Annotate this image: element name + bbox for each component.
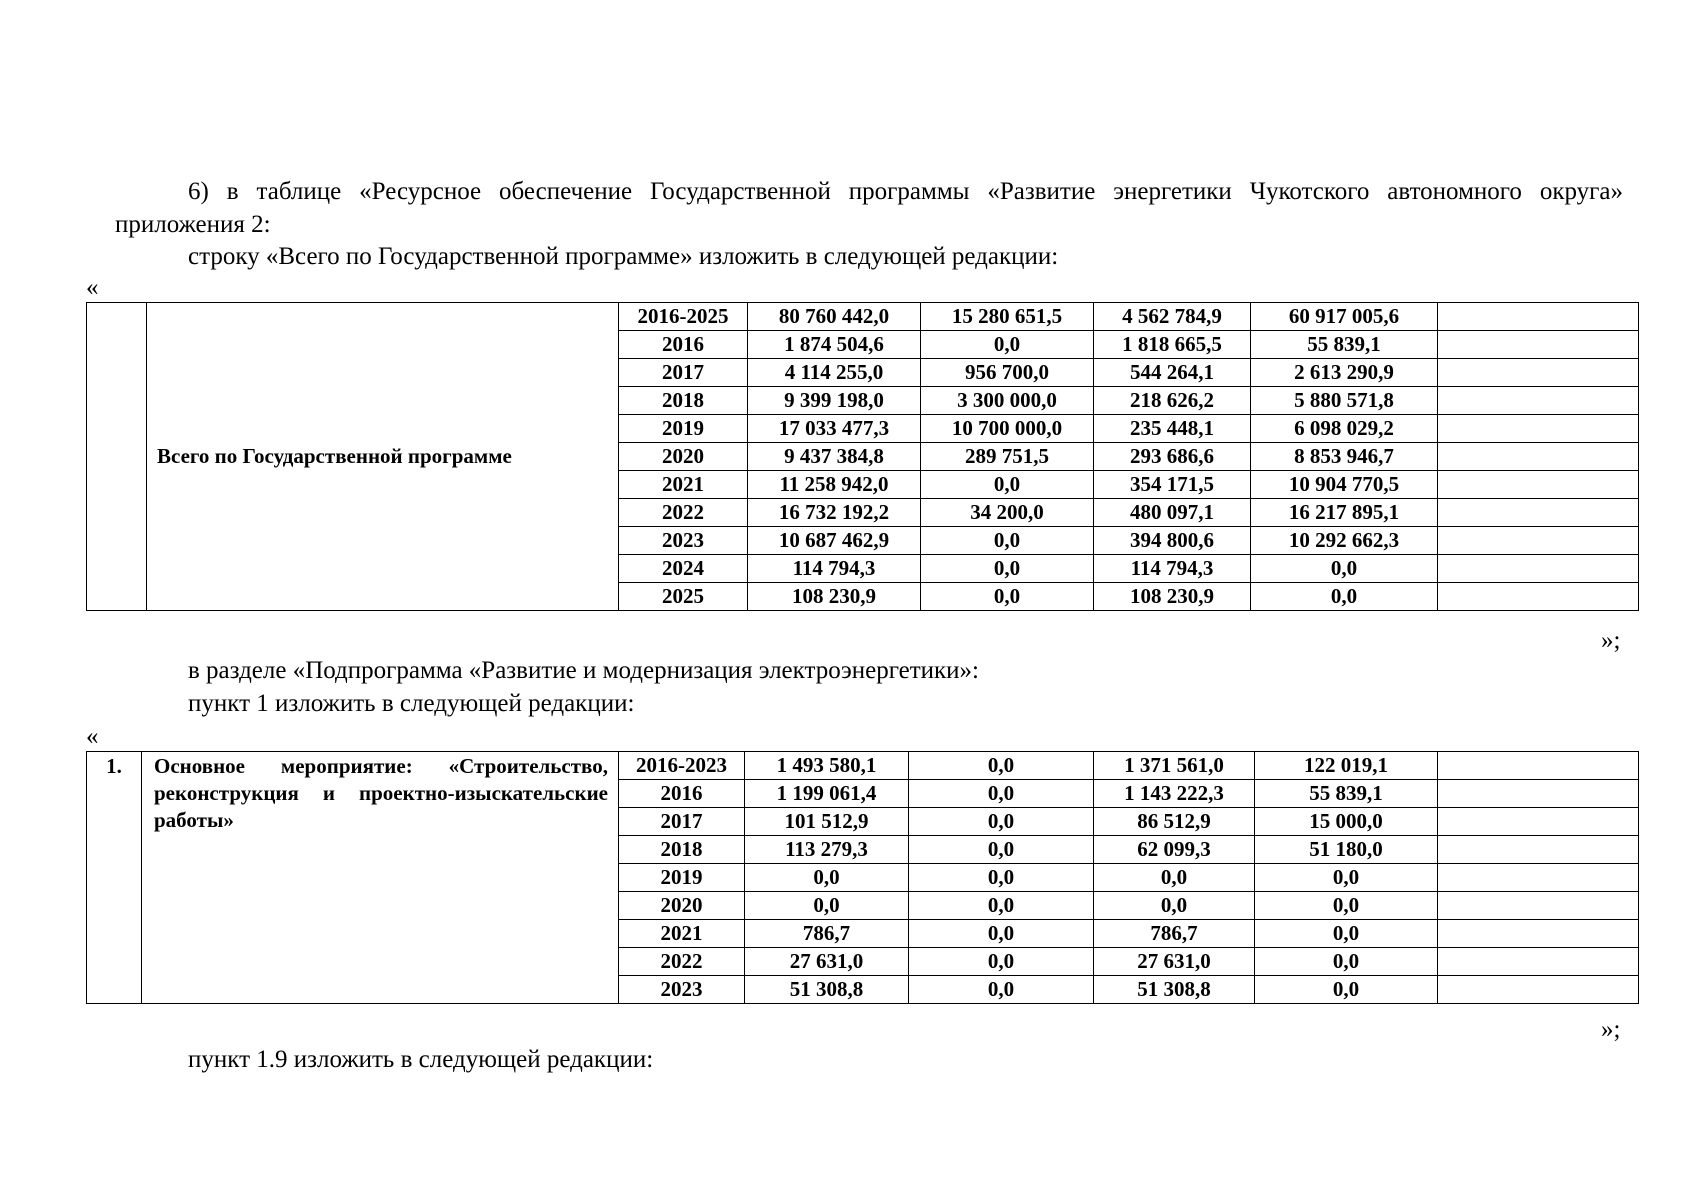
paragraph-item-6: 6) в таблице «Ресурсное обеспечение Государственной программы «Развитие энергетики Чукотского автономного округа» приложения 2: — [115, 178, 1623, 238]
period-cell: 2021 — [619, 920, 745, 948]
regional-budget-cell: 4 562 784,9 — [1094, 303, 1251, 331]
other-sources-cell: 0,0 — [1255, 976, 1438, 1004]
empty-cell — [1438, 892, 1639, 920]
regional-budget-cell: 1 818 665,5 — [1094, 331, 1251, 359]
other-sources-cell: 55 839,1 — [1255, 780, 1438, 808]
other-sources-cell: 51 180,0 — [1255, 836, 1438, 864]
subprogram-section-text: в разделе «Подпрограмма «Развитие и модернизация электроэнергетики»: — [188, 657, 980, 684]
total-cell: 0,0 — [745, 864, 909, 892]
federal-budget-cell: 0,0 — [909, 752, 1094, 780]
other-sources-cell: 10 904 770,5 — [1251, 471, 1438, 499]
close-quote-1: »; — [1601, 627, 1621, 654]
other-sources-cell: 15 000,0 — [1255, 808, 1438, 836]
empty-cell — [1438, 836, 1639, 864]
regional-budget-cell: 218 626,2 — [1094, 387, 1251, 415]
period-cell: 2019 — [619, 864, 745, 892]
period-cell: 2016-2023 — [619, 752, 745, 780]
other-sources-cell: 0,0 — [1255, 920, 1438, 948]
total-cell: 80 760 442,0 — [748, 303, 921, 331]
other-sources-cell: 0,0 — [1255, 892, 1438, 920]
total-cell: 1 493 580,1 — [745, 752, 909, 780]
empty-cell — [1438, 780, 1639, 808]
federal-budget-cell: 0,0 — [909, 948, 1094, 976]
federal-budget-cell: 0,0 — [921, 331, 1094, 359]
row-instruction: строку «Всего по Государственной программе» изложить в следующей редакции: — [188, 243, 1059, 270]
period-cell: 2025 — [619, 583, 748, 611]
regional-budget-cell: 293 686,6 — [1094, 443, 1251, 471]
total-cell: 1 874 504,6 — [748, 331, 921, 359]
period-cell: 2017 — [619, 808, 745, 836]
empty-cell — [1438, 387, 1639, 415]
total-cell: 101 512,9 — [745, 808, 909, 836]
point-1-9-instruction: пункт 1.9 изложить в следующей редакции: — [188, 1046, 654, 1073]
total-cell: 108 230,9 — [748, 583, 921, 611]
federal-budget-cell: 0,0 — [921, 527, 1094, 555]
other-sources-cell: 10 292 662,3 — [1251, 527, 1438, 555]
open-quote-1: « — [86, 274, 99, 301]
total-cell: 11 258 942,0 — [748, 471, 921, 499]
empty-cell — [1438, 359, 1639, 387]
empty-cell — [1438, 808, 1639, 836]
period-cell: 2016-2025 — [619, 303, 748, 331]
regional-budget-cell: 786,7 — [1094, 920, 1255, 948]
row-number-cell — [87, 303, 147, 611]
table-row — [87, 303, 1639, 331]
resource-table-measure-1 — [86, 751, 1639, 1004]
total-cell: 113 279,3 — [745, 836, 909, 864]
total-cell: 51 308,8 — [745, 976, 909, 1004]
empty-cell — [1438, 499, 1639, 527]
empty-cell — [1438, 976, 1639, 1004]
other-sources-cell: 0,0 — [1251, 555, 1438, 583]
federal-budget-cell: 3 300 000,0 — [921, 387, 1094, 415]
federal-budget-cell: 956 700,0 — [921, 359, 1094, 387]
federal-budget-cell: 0,0 — [921, 555, 1094, 583]
federal-budget-cell: 0,0 — [909, 892, 1094, 920]
period-cell: 2020 — [619, 892, 745, 920]
period-cell: 2021 — [619, 471, 748, 499]
period-cell: 2022 — [619, 948, 745, 976]
regional-budget-cell: 114 794,3 — [1094, 555, 1251, 583]
period-cell: 2019 — [619, 415, 748, 443]
total-cell: 16 732 192,2 — [748, 499, 921, 527]
other-sources-cell: 8 853 946,7 — [1251, 443, 1438, 471]
period-cell: 2020 — [619, 443, 748, 471]
regional-budget-cell: 1 143 222,3 — [1094, 780, 1255, 808]
empty-cell — [1438, 331, 1639, 359]
total-cell: 27 631,0 — [745, 948, 909, 976]
regional-budget-cell: 544 264,1 — [1094, 359, 1251, 387]
total-cell: 10 687 462,9 — [748, 527, 921, 555]
other-sources-cell: 0,0 — [1251, 583, 1438, 611]
empty-cell — [1438, 555, 1639, 583]
total-cell: 1 199 061,4 — [745, 780, 909, 808]
regional-budget-cell: 62 099,3 — [1094, 836, 1255, 864]
other-sources-cell: 5 880 571,8 — [1251, 387, 1438, 415]
regional-budget-cell: 480 097,1 — [1094, 499, 1251, 527]
empty-cell — [1438, 864, 1639, 892]
period-cell: 2024 — [619, 555, 748, 583]
row-label-cell: Всего по Государственной программе — [147, 303, 619, 611]
open-quote-2: « — [86, 723, 99, 750]
period-cell: 2016 — [619, 780, 745, 808]
regional-budget-cell: 1 371 561,0 — [1094, 752, 1255, 780]
regional-budget-cell: 51 308,8 — [1094, 976, 1255, 1004]
resource-table-total — [86, 302, 1639, 611]
federal-budget-cell: 0,0 — [909, 864, 1094, 892]
federal-budget-cell: 0,0 — [909, 808, 1094, 836]
federal-budget-cell: 0,0 — [909, 836, 1094, 864]
empty-cell — [1438, 471, 1639, 499]
empty-cell — [1438, 443, 1639, 471]
federal-budget-cell: 0,0 — [921, 583, 1094, 611]
total-cell: 17 033 477,3 — [748, 415, 921, 443]
close-quote-2: »; — [1601, 1016, 1621, 1043]
federal-budget-cell: 0,0 — [909, 976, 1094, 1004]
row-number-cell: 1. — [87, 752, 142, 1004]
other-sources-cell: 6 098 029,2 — [1251, 415, 1438, 443]
table-row — [87, 752, 1639, 780]
empty-cell — [1438, 583, 1639, 611]
period-cell: 2022 — [619, 499, 748, 527]
empty-cell — [1438, 303, 1639, 331]
empty-cell — [1438, 948, 1639, 976]
other-sources-cell: 0,0 — [1255, 864, 1438, 892]
period-cell: 2017 — [619, 359, 748, 387]
other-sources-cell: 122 019,1 — [1255, 752, 1438, 780]
period-cell: 2018 — [619, 387, 748, 415]
regional-budget-cell: 394 800,6 — [1094, 527, 1251, 555]
other-sources-cell: 60 917 005,6 — [1251, 303, 1438, 331]
row-label-cell: Основное мероприятие: «Строительство, реконструкция и проектно-изыскательские работы» — [142, 752, 619, 1004]
period-cell: 2023 — [619, 527, 748, 555]
empty-cell — [1438, 527, 1639, 555]
empty-cell — [1438, 752, 1639, 780]
period-cell: 2023 — [619, 976, 745, 1004]
total-cell: 4 114 255,0 — [748, 359, 921, 387]
regional-budget-cell: 354 171,5 — [1094, 471, 1251, 499]
federal-budget-cell: 34 200,0 — [921, 499, 1094, 527]
federal-budget-cell: 0,0 — [909, 920, 1094, 948]
federal-budget-cell: 15 280 651,5 — [921, 303, 1094, 331]
federal-budget-cell: 10 700 000,0 — [921, 415, 1094, 443]
total-cell: 786,7 — [745, 920, 909, 948]
regional-budget-cell: 108 230,9 — [1094, 583, 1251, 611]
federal-budget-cell: 0,0 — [909, 780, 1094, 808]
empty-cell — [1438, 920, 1639, 948]
federal-budget-cell: 289 751,5 — [921, 443, 1094, 471]
regional-budget-cell: 0,0 — [1094, 864, 1255, 892]
empty-cell — [1438, 415, 1639, 443]
other-sources-cell: 0,0 — [1255, 948, 1438, 976]
other-sources-cell: 55 839,1 — [1251, 331, 1438, 359]
period-cell: 2018 — [619, 836, 745, 864]
regional-budget-cell: 0,0 — [1094, 892, 1255, 920]
regional-budget-cell: 86 512,9 — [1094, 808, 1255, 836]
total-cell: 9 437 384,8 — [748, 443, 921, 471]
point-1-instruction: пункт 1 изложить в следующей редакции: — [188, 690, 635, 717]
other-sources-cell: 16 217 895,1 — [1251, 499, 1438, 527]
other-sources-cell: 2 613 290,9 — [1251, 359, 1438, 387]
total-cell: 114 794,3 — [748, 555, 921, 583]
regional-budget-cell: 27 631,0 — [1094, 948, 1255, 976]
total-cell: 9 399 198,0 — [748, 387, 921, 415]
period-cell: 2016 — [619, 331, 748, 359]
regional-budget-cell: 235 448,1 — [1094, 415, 1251, 443]
federal-budget-cell: 0,0 — [921, 471, 1094, 499]
total-cell: 0,0 — [745, 892, 909, 920]
